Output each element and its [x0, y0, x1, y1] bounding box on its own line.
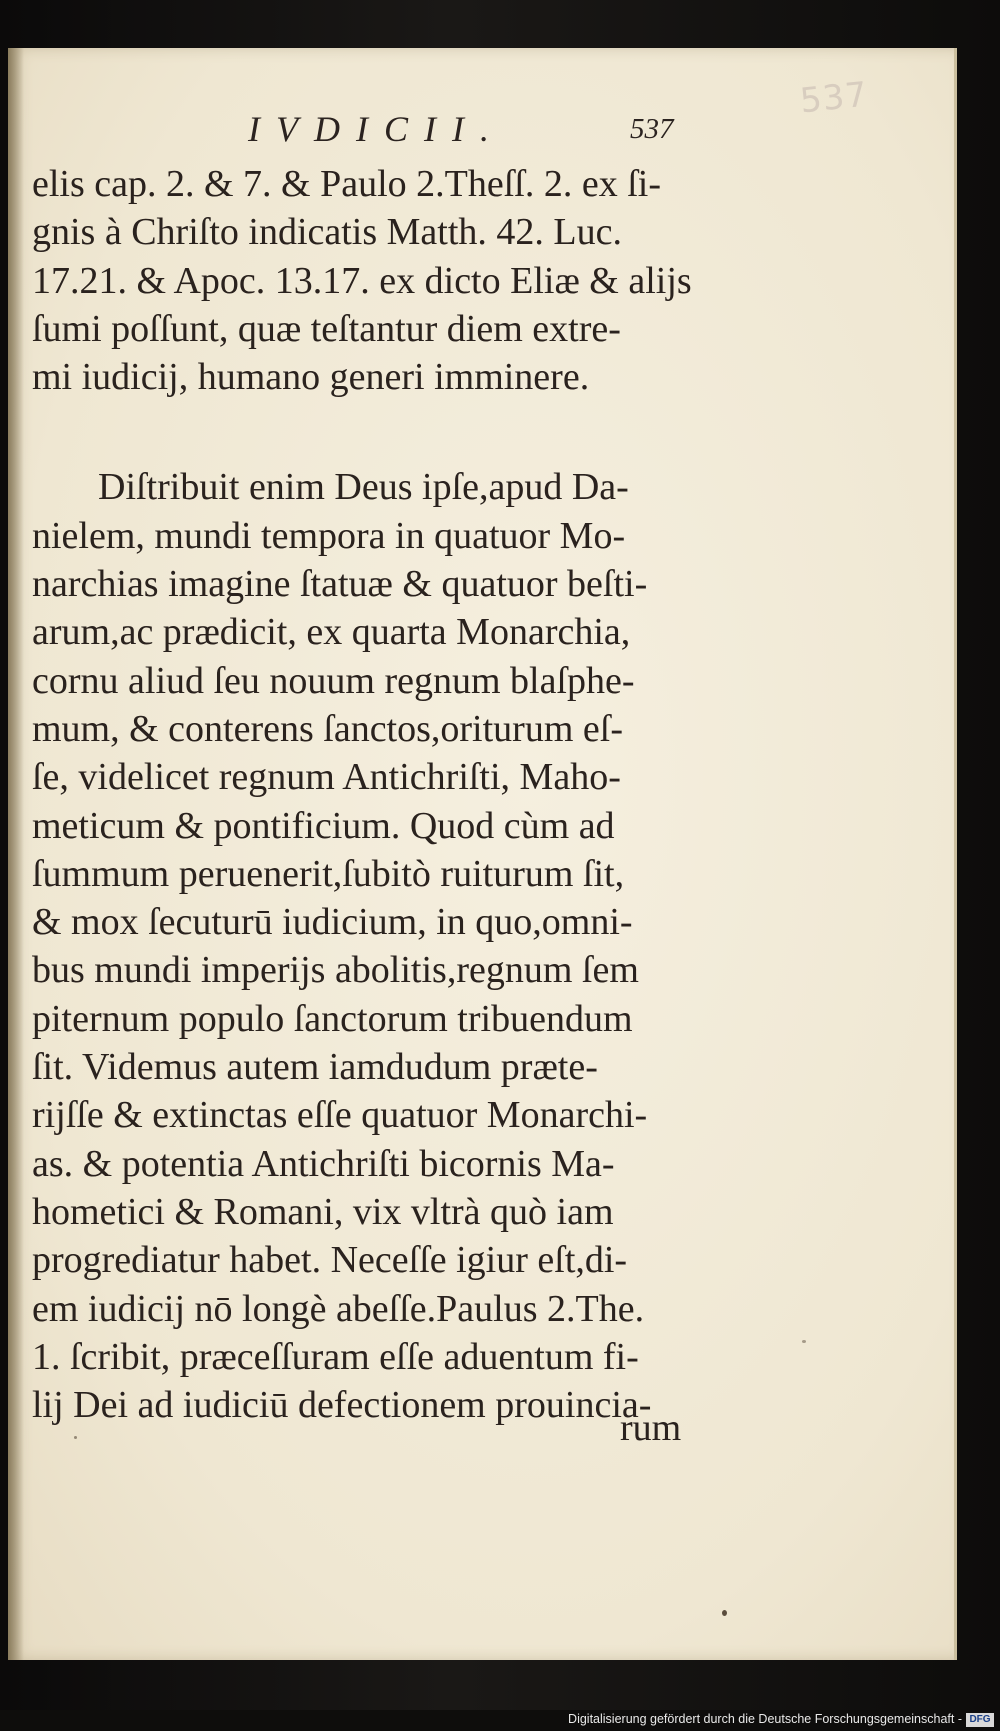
text-line: progrediatur habet. Neceſſe igiur eſt,di- — [32, 1239, 628, 1282]
text-line: 17.21. & Apoc. 13.17. ex dicto Eliæ & alijs — [32, 259, 692, 302]
paper-speck — [74, 1436, 77, 1439]
text-line: ſit. Videmus autem iamdudum præte- — [32, 1046, 598, 1089]
text-line: as. & potentia Antichriſti bicornis Ma- — [32, 1142, 615, 1185]
text-line: ſummum peruenerit,ſubitò ruiturum ſit, — [32, 852, 625, 895]
text-line-indented: Diſtribuit enim Deus ipſe,apud Da- — [98, 466, 629, 509]
text-line: nielem, mundi tempora in quatuor Mo- — [32, 514, 626, 557]
text-line: gnis à Chriſto indicatis Matth. 42. Luc. — [32, 211, 622, 254]
text-line: meticum & pontificium. Quod cùm ad — [32, 804, 615, 847]
catchword: rum — [620, 1407, 682, 1449]
text-line: hometici & Romani, vix vltrà quò iam — [32, 1190, 614, 1233]
paper-speck — [722, 1610, 727, 1616]
text-line: & mox ſecuturū iudicium, in quo,omni- — [32, 901, 633, 944]
running-head: IVDICII. — [248, 109, 505, 149]
paragraph-gap — [32, 401, 712, 463]
text-line: 1. ſcribit, præceſſuram eſſe aduentum fi- — [32, 1335, 639, 1378]
text-line: lij Dei ad iudiciū defectionem prouincia- — [32, 1384, 652, 1427]
page-gutter-shadow — [8, 48, 24, 1660]
paper-speck — [802, 1340, 806, 1343]
text-line: mum, & conterens ſanctos,oriturum eſ- — [32, 707, 623, 750]
text-line: bus mundi imperijs abolitis,regnum ſem — [32, 949, 639, 992]
text-line: ſe, videlicet regnum Antichriſti, Maho- — [32, 756, 621, 799]
dfg-logo: DFG — [966, 1713, 994, 1727]
pencil-folio-number: 537 — [798, 74, 870, 122]
text-line: em iudicij nō longè abeſſe.Paulus 2.The. — [32, 1287, 645, 1330]
text-line: ſumi poſſunt, quæ teſtantur diem extre- — [32, 307, 621, 350]
body-text — [32, 160, 712, 1429]
text-line: arum,ac prædicit, ex quarta Monarchia, — [32, 611, 631, 654]
page-number: 537 — [630, 113, 674, 145]
paragraph-1 — [32, 160, 712, 401]
text-line: mi iudicij, humano generi imminere. — [32, 356, 590, 399]
paragraph-2 — [32, 463, 712, 1429]
funding-credit: Digitalisierung gefördert durch die Deutsche Forschungsgemeinschaft - — [568, 1712, 962, 1726]
text-line: elis cap. 2. & 7. & Paulo 2.Theſſ. 2. ex ſi- — [32, 163, 662, 205]
text-line: piternum populo ſanctorum tribuendum — [32, 997, 633, 1040]
text-line: narchias imagine ſtatuæ & quatuor beſti- — [32, 563, 648, 606]
text-line: rijſſe & extinctas eſſe quatuor Monarchi- — [32, 1094, 648, 1137]
text-line: cornu aliud ſeu nouum regnum blaſphe- — [32, 659, 635, 702]
